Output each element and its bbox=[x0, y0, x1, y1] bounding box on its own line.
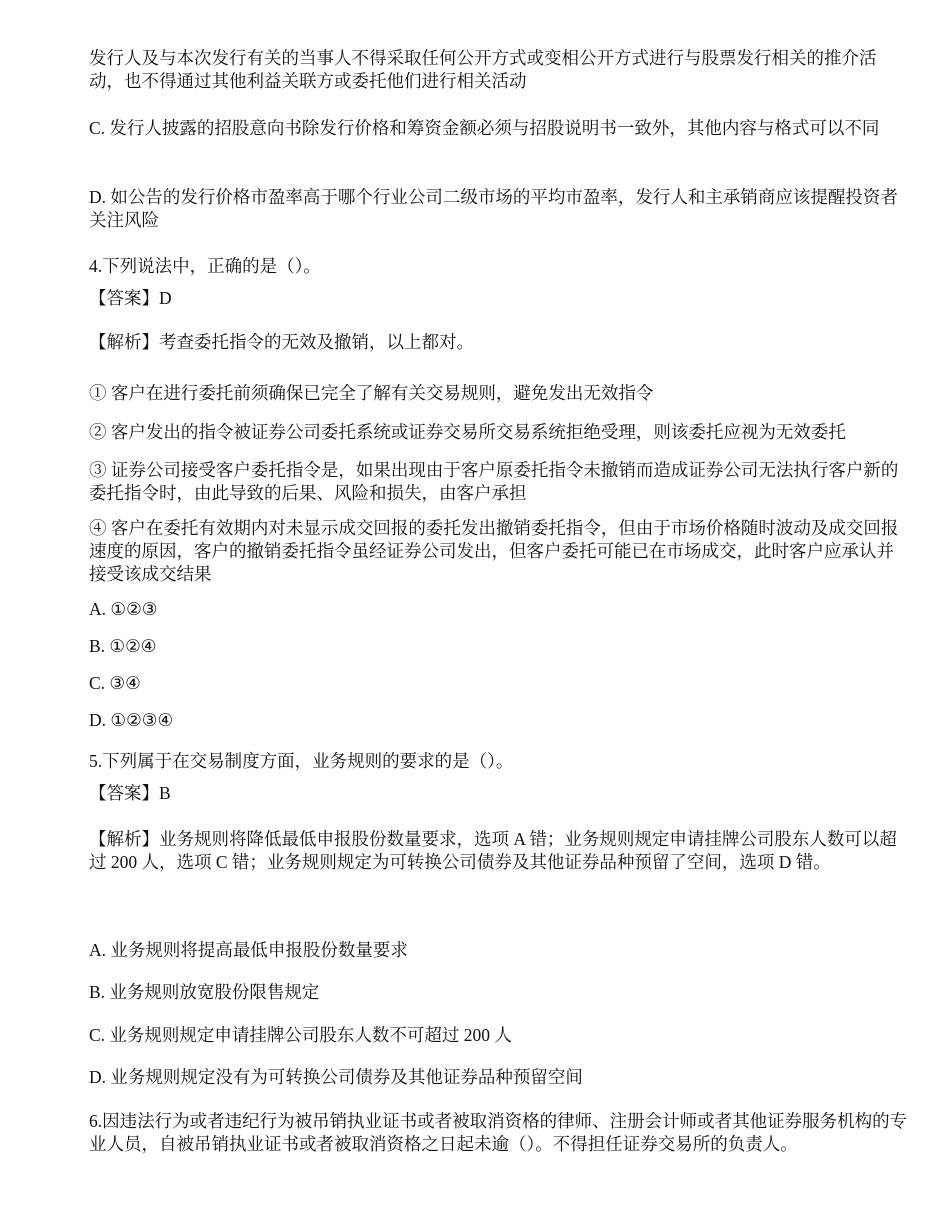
q4-option-d: D. ①②③④ bbox=[89, 710, 174, 730]
q3-option-b-continued: 发行人及与本次发行有关的当事人不得采取任何公开方式或变相公开方式进行与股票发行相关的推介活动，也不得通过其他利益关联方或委托他们进行相关活动 bbox=[89, 48, 877, 91]
q4-statement-3: ③ 证券公司接受客户委托指令是，如果出现由于客户原委托指令未撤销而造成证券公司无法执行客户新的委托指令时，由此导致的后果、风险和损失，由客户承担 bbox=[89, 460, 899, 503]
q5-option-b: B. 业务规则放宽股份限售规定 bbox=[89, 982, 320, 1002]
q4-statement-1: ① 客户在进行委托前须确保已完全了解有关交易规则，避免发出无效指令 bbox=[89, 383, 654, 403]
q4-answer: 【答案】D bbox=[89, 288, 172, 308]
q4-statement-4: ④ 客户在委托有效期内对未显示成交回报的委托发出撤销委托指令，但由于市场价格随时波动及成交回报速度的原因，客户的撤销委托指令虽经证券公司发出，但客户委托可能已在市场成交，此时客户应承认并接受该成交结果 bbox=[89, 518, 899, 584]
q4-option-a: A. ①②③ bbox=[89, 599, 158, 619]
q4-statement-2: ② 客户发出的指令被证券公司委托系统或证券交易所交易系统拒绝受理，则该委托应视为无效委托 bbox=[89, 422, 846, 442]
q5-option-a: A. 业务规则将提高最低申报股份数量要求 bbox=[89, 940, 408, 960]
q4-question: 4.下列说法中，正确的是（）。 bbox=[89, 256, 321, 276]
q5-answer: 【答案】B bbox=[89, 783, 171, 803]
q4-option-b: B. ①②④ bbox=[89, 636, 157, 656]
q3-option-c: C. 发行人披露的招股意向书除发行价格和筹资金额必须与招股说明书一致外，其他内容与格式可以不同 bbox=[89, 118, 880, 138]
q5-analysis: 【解析】业务规则将降低最低申报股份数量要求，选项 A 错；业务规则规定申请挂牌公司股东人数可以超过 200 人，选项 C 错；业务规则规定为可转换公司债券及其他证券品种预留了空间，选项 D 错。 bbox=[89, 829, 897, 872]
q5-option-d: D. 业务规则规定没有为可转换公司债券及其他证券品种预留空间 bbox=[89, 1067, 583, 1087]
q4-analysis: 【解析】考查委托指令的无效及撤销，以上都对。 bbox=[89, 332, 474, 352]
q3-option-d: D. 如公告的发行价格市盈率高于哪个行业公司二级市场的平均市盈率，发行人和主承销商应该提醒投资者关注风险 bbox=[89, 187, 898, 230]
q5-question: 5.下列属于在交易制度方面，业务规则的要求的是（）。 bbox=[89, 751, 514, 771]
q4-option-c: C. ③④ bbox=[89, 673, 141, 693]
q6-question: 6.因违法行为或者违纪行为被吊销执业证书或者被取消资格的律师、注册会计师或者其他证券服务机构的专业人员，自被吊销执业证书或者被取消资格之日起未逾（）。不得担任证券交易所的负责人。 bbox=[89, 1111, 908, 1154]
q5-option-c: C. 业务规则规定申请挂牌公司股东人数不可超过 200 人 bbox=[89, 1025, 512, 1045]
